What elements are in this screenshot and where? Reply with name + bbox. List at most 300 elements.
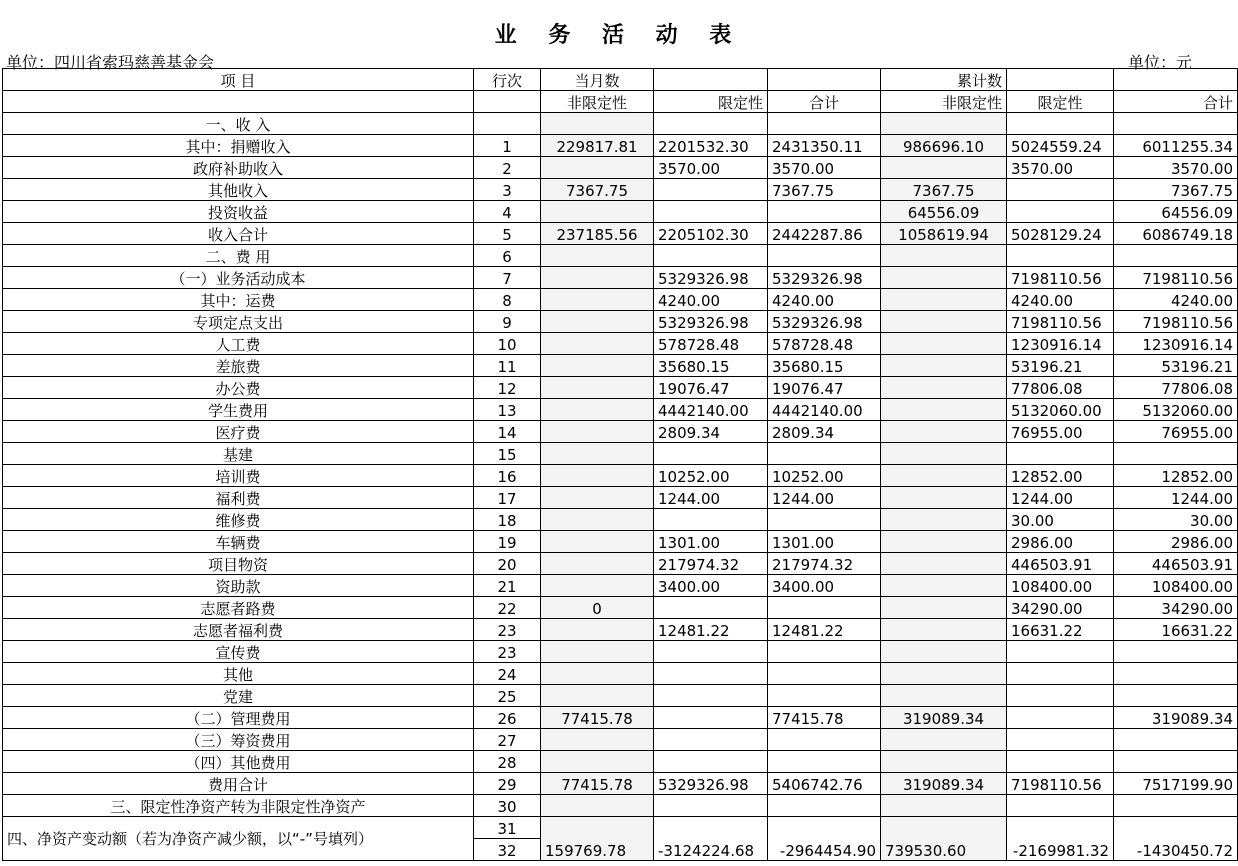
cell-item[interactable]: 资助款: [3, 575, 474, 597]
cell-cum-unrestricted[interactable]: [881, 355, 1007, 377]
cell-cum-total[interactable]: [1114, 113, 1238, 135]
cell-month-restricted[interactable]: 3570.00: [654, 157, 768, 179]
cell-row-no[interactable]: 32: [474, 839, 541, 861]
cell-cum-restricted[interactable]: 12852.00: [1007, 465, 1114, 487]
header-monthly[interactable]: 当月数: [541, 69, 654, 91]
cell-month-restricted[interactable]: [654, 179, 768, 201]
cell-item[interactable]: 四、净资产变动额（若为净资产减少额，以“-”号填列）: [3, 817, 474, 861]
cell-cum-unrestricted[interactable]: [881, 377, 1007, 399]
cell-cum-total[interactable]: 446503.91: [1114, 553, 1238, 575]
cell-cum-unrestricted[interactable]: [881, 597, 1007, 619]
cell-item[interactable]: （三）筹资费用: [3, 729, 474, 751]
cell-month-total[interactable]: 2431350.11: [768, 135, 881, 157]
cell-row-no[interactable]: 11: [474, 355, 541, 377]
cell-cum-restricted[interactable]: [1007, 113, 1114, 135]
cell-cum-total[interactable]: [1114, 443, 1238, 465]
cell-row-no[interactable]: 2: [474, 157, 541, 179]
cell-month-restricted[interactable]: 3400.00: [654, 575, 768, 597]
cell-cum-restricted[interactable]: 53196.21: [1007, 355, 1114, 377]
cell-month-total[interactable]: [768, 795, 881, 817]
table-row: [3, 267, 1238, 289]
cell-cum-total[interactable]: [1114, 685, 1238, 707]
cell-month-restricted[interactable]: 4240.00: [654, 289, 768, 311]
cell-cum-restricted[interactable]: 108400.00: [1007, 575, 1114, 597]
cell-month-unrestricted[interactable]: [541, 641, 654, 663]
cell-cum-unrestricted[interactable]: [881, 751, 1007, 773]
cell-month-unrestricted[interactable]: 77415.78: [541, 773, 654, 795]
cell-month-total[interactable]: 3400.00: [768, 575, 881, 597]
cell-cum-unrestricted[interactable]: [881, 113, 1007, 135]
cell-cum-total[interactable]: 108400.00: [1114, 575, 1238, 597]
cell-month-restricted[interactable]: 5329326.98: [654, 267, 768, 289]
cell-cum-unrestricted[interactable]: [881, 575, 1007, 597]
cell-item[interactable]: 费用合计: [3, 773, 474, 795]
cell-item[interactable]: （四）其他费用: [3, 751, 474, 773]
cell-item[interactable]: 培训费: [3, 465, 474, 487]
table-row: [3, 773, 1238, 795]
organization-unit[interactable]: 单位：四川省索玛慈善基金会: [6, 53, 215, 72]
cell-month-restricted[interactable]: 2809.34: [654, 421, 768, 443]
cell-month-total[interactable]: [768, 641, 881, 663]
cell-month-total[interactable]: 1244.00: [768, 487, 881, 509]
table-row: [3, 223, 1238, 245]
cell-item[interactable]: 其他: [3, 663, 474, 685]
header-cumulative-total[interactable]: 合计: [1114, 91, 1238, 113]
cell-month-unrestricted[interactable]: [541, 289, 654, 311]
cell-row-no[interactable]: 21: [474, 575, 541, 597]
cell-row-no[interactable]: 18: [474, 509, 541, 531]
header-empty[interactable]: [768, 69, 881, 91]
cell-item[interactable]: 党建: [3, 685, 474, 707]
cell-cum-unrestricted[interactable]: 1058619.94: [881, 223, 1007, 245]
header-item[interactable]: 项 目: [3, 69, 474, 91]
cell-cum-unrestricted[interactable]: [881, 531, 1007, 553]
cell-month-unrestricted[interactable]: [541, 729, 654, 751]
currency-unit[interactable]: 单位：元: [1128, 53, 1193, 72]
cell-item[interactable]: 车辆费: [3, 531, 474, 553]
cell-item[interactable]: 办公费: [3, 377, 474, 399]
header-empty[interactable]: [1007, 69, 1114, 91]
cell-cum-unrestricted[interactable]: 7367.75: [881, 179, 1007, 201]
cell-month-unrestricted[interactable]: 0: [541, 597, 654, 619]
cell-month-restricted[interactable]: 5329326.98: [654, 311, 768, 333]
cell-cum-total[interactable]: 16631.22: [1114, 619, 1238, 641]
cell-cum-total[interactable]: 319089.34: [1114, 707, 1238, 729]
cell-month-total[interactable]: 2442287.86: [768, 223, 881, 245]
cell-month-restricted[interactable]: 12481.22: [654, 619, 768, 641]
cell-month-total[interactable]: 5329326.98: [768, 311, 881, 333]
cell-month-unrestricted[interactable]: [541, 201, 654, 223]
cell-cum-unrestricted[interactable]: [881, 267, 1007, 289]
cell-month-unrestricted[interactable]: [541, 311, 654, 333]
cell-cum-unrestricted[interactable]: [881, 399, 1007, 421]
cell-cum-unrestricted[interactable]: 319089.34: [881, 707, 1007, 729]
cell-cum-unrestricted[interactable]: [881, 487, 1007, 509]
activity-table: [2, 68, 1238, 861]
cell-month-total[interactable]: 5329326.98: [768, 267, 881, 289]
table-row: [3, 531, 1238, 553]
cell-month-restricted[interactable]: 2205102.30: [654, 223, 768, 245]
cell-month-total[interactable]: 10252.00: [768, 465, 881, 487]
header-empty[interactable]: [474, 91, 541, 113]
cell-month-restricted[interactable]: 217974.32: [654, 553, 768, 575]
cell-cum-unrestricted[interactable]: [881, 729, 1007, 751]
cell-month-total[interactable]: 2809.34: [768, 421, 881, 443]
table-row: [3, 443, 1238, 465]
cell-cum-unrestricted[interactable]: [881, 663, 1007, 685]
cell-month-total[interactable]: 7367.75: [768, 179, 881, 201]
cell-month-total[interactable]: 1301.00: [768, 531, 881, 553]
cell-month-unrestricted[interactable]: [541, 531, 654, 553]
cell-cum-unrestricted[interactable]: [881, 553, 1007, 575]
cell-cum-restricted[interactable]: [1007, 795, 1114, 817]
cell-cum-restricted[interactable]: 7198110.56: [1007, 311, 1114, 333]
cell-item[interactable]: 维修费: [3, 509, 474, 531]
cell-month-restricted[interactable]: 35680.15: [654, 355, 768, 377]
cell-cum-restricted[interactable]: 3570.00: [1007, 157, 1114, 179]
cell-cum-total[interactable]: [1114, 663, 1238, 685]
cell-item[interactable]: 其中：捐赠收入: [3, 135, 474, 157]
cell-row-no[interactable]: 8: [474, 289, 541, 311]
cell-month-unrestricted[interactable]: [541, 685, 654, 707]
cell-month-unrestricted[interactable]: [541, 663, 654, 685]
cell-row-no[interactable]: 28: [474, 751, 541, 773]
cell-cum-total[interactable]: 1244.00: [1114, 487, 1238, 509]
cell-cum-restricted[interactable]: 4240.00: [1007, 289, 1114, 311]
header-cumulative-restricted[interactable]: 限定性: [1007, 91, 1114, 113]
cell-month-unrestricted[interactable]: [541, 399, 654, 421]
cell-row-no[interactable]: 20: [474, 553, 541, 575]
cell-cum-restricted[interactable]: 5028129.24: [1007, 223, 1114, 245]
cell-cum-restricted[interactable]: [1007, 751, 1114, 773]
cell-cum-unrestricted[interactable]: [881, 443, 1007, 465]
cell-month-unrestricted[interactable]: 159769.78: [541, 817, 654, 861]
cell-cum-unrestricted[interactable]: [881, 641, 1007, 663]
cell-cum-restricted[interactable]: 7198110.56: [1007, 267, 1114, 289]
cell-row-no[interactable]: 7: [474, 267, 541, 289]
cell-month-total[interactable]: [768, 597, 881, 619]
cell-row-no[interactable]: 4: [474, 201, 541, 223]
table-row: [3, 465, 1238, 487]
cell-item[interactable]: 政府补助收入: [3, 157, 474, 179]
cell-month-restricted[interactable]: [654, 663, 768, 685]
cell-month-total[interactable]: 12481.22: [768, 619, 881, 641]
cell-cum-restricted[interactable]: 1230916.14: [1007, 333, 1114, 355]
cell-cum-total[interactable]: 77806.08: [1114, 377, 1238, 399]
cell-cum-restricted[interactable]: 76955.00: [1007, 421, 1114, 443]
cell-month-total[interactable]: 77415.78: [768, 707, 881, 729]
cell-month-total[interactable]: -2964454.90: [768, 817, 881, 861]
cell-month-unrestricted[interactable]: [541, 443, 654, 465]
cell-cum-total[interactable]: 7367.75: [1114, 179, 1238, 201]
cell-month-restricted[interactable]: [654, 685, 768, 707]
cell-cum-total[interactable]: [1114, 245, 1238, 267]
cell-cum-total[interactable]: 4240.00: [1114, 289, 1238, 311]
cell-item[interactable]: 人工费: [3, 333, 474, 355]
cell-month-total[interactable]: 5406742.76: [768, 773, 881, 795]
cell-item[interactable]: 其他收入: [3, 179, 474, 201]
cell-month-unrestricted[interactable]: [541, 267, 654, 289]
table-row: [3, 113, 1238, 135]
cell-month-unrestricted[interactable]: [541, 421, 654, 443]
cell-row-no[interactable]: 15: [474, 443, 541, 465]
cell-row-no[interactable]: 6: [474, 245, 541, 267]
cell-month-unrestricted[interactable]: [541, 509, 654, 531]
cell-cum-total[interactable]: 7198110.56: [1114, 267, 1238, 289]
cell-month-total[interactable]: 578728.48: [768, 333, 881, 355]
cell-cum-unrestricted[interactable]: [881, 289, 1007, 311]
cell-cum-unrestricted[interactable]: 64556.09: [881, 201, 1007, 223]
cell-month-restricted[interactable]: 10252.00: [654, 465, 768, 487]
header-cumulative[interactable]: 累计数: [881, 69, 1007, 91]
cell-cum-total[interactable]: 76955.00: [1114, 421, 1238, 443]
cell-item[interactable]: 投资收益: [3, 201, 474, 223]
cell-month-unrestricted[interactable]: [541, 333, 654, 355]
cell-cum-unrestricted[interactable]: [881, 685, 1007, 707]
cell-cum-restricted[interactable]: 1244.00: [1007, 487, 1114, 509]
cell-row-no[interactable]: 16: [474, 465, 541, 487]
cell-month-total[interactable]: 4442140.00: [768, 399, 881, 421]
cell-cum-total[interactable]: [1114, 641, 1238, 663]
cell-item[interactable]: （二）管理费用: [3, 707, 474, 729]
cell-cum-restricted[interactable]: 5132060.00: [1007, 399, 1114, 421]
cell-month-unrestricted[interactable]: [541, 751, 654, 773]
cell-cum-unrestricted[interactable]: [881, 157, 1007, 179]
cell-month-restricted[interactable]: [654, 245, 768, 267]
cell-row-no[interactable]: 23: [474, 619, 541, 641]
cell-cum-unrestricted[interactable]: [881, 245, 1007, 267]
cell-cum-restricted[interactable]: [1007, 707, 1114, 729]
cell-row-no[interactable]: 25: [474, 685, 541, 707]
cell-cum-restricted[interactable]: 7198110.56: [1007, 773, 1114, 795]
cell-cum-restricted[interactable]: [1007, 201, 1114, 223]
cell-item[interactable]: 三、限定性净资产转为非限定性净资产: [3, 795, 474, 817]
cell-row-no[interactable]: 10: [474, 333, 541, 355]
cell-cum-total[interactable]: 6011255.34: [1114, 135, 1238, 157]
cell-cum-unrestricted[interactable]: [881, 311, 1007, 333]
cell-row-no[interactable]: 23: [474, 641, 541, 663]
cell-cum-restricted[interactable]: [1007, 641, 1114, 663]
header-cumulative-unrestricted[interactable]: 非限定性: [881, 91, 1007, 113]
cell-month-restricted[interactable]: [654, 113, 768, 135]
cell-month-total[interactable]: [768, 201, 881, 223]
cell-cum-unrestricted[interactable]: [881, 509, 1007, 531]
cell-row-no[interactable]: 17: [474, 487, 541, 509]
cell-row-no[interactable]: 12: [474, 377, 541, 399]
cell-cum-restricted[interactable]: 446503.91: [1007, 553, 1114, 575]
table-row: [3, 157, 1238, 179]
cell-month-total[interactable]: [768, 729, 881, 751]
cell-month-restricted[interactable]: [654, 509, 768, 531]
cell-item[interactable]: 一、收 入: [3, 113, 474, 135]
cell-month-unrestricted[interactable]: 7367.75: [541, 179, 654, 201]
cell-row-no[interactable]: 9: [474, 311, 541, 333]
cell-month-total[interactable]: 3570.00: [768, 157, 881, 179]
cell-cum-unrestricted[interactable]: 319089.34: [881, 773, 1007, 795]
cell-cum-restricted[interactable]: [1007, 729, 1114, 751]
cell-month-unrestricted[interactable]: [541, 553, 654, 575]
cell-month-unrestricted[interactable]: [541, 113, 654, 135]
cell-row-no[interactable]: 1: [474, 135, 541, 157]
header-row-no[interactable]: 行次: [474, 69, 541, 91]
cell-month-restricted[interactable]: 1301.00: [654, 531, 768, 553]
cell-month-restricted[interactable]: -3124224.68: [654, 817, 768, 861]
cell-item[interactable]: 专项定点支出: [3, 311, 474, 333]
cell-cum-unrestricted[interactable]: 986696.10: [881, 135, 1007, 157]
cell-month-total[interactable]: [768, 443, 881, 465]
table-row: [3, 333, 1238, 355]
cell-month-restricted[interactable]: 4442140.00: [654, 399, 768, 421]
cell-cum-total[interactable]: [1114, 751, 1238, 773]
cell-item[interactable]: 志愿者福利费: [3, 619, 474, 641]
cell-item[interactable]: 志愿者路费: [3, 597, 474, 619]
cell-month-restricted[interactable]: [654, 795, 768, 817]
cell-item[interactable]: 二、费 用: [3, 245, 474, 267]
cell-cum-restricted[interactable]: [1007, 685, 1114, 707]
cell-row-no[interactable]: 29: [474, 773, 541, 795]
cell-month-unrestricted[interactable]: 229817.81: [541, 135, 654, 157]
header-empty[interactable]: [1114, 69, 1238, 91]
header-empty[interactable]: [3, 91, 474, 113]
cell-cum-unrestricted[interactable]: [881, 795, 1007, 817]
cell-cum-total[interactable]: -1430450.72: [1114, 817, 1238, 861]
cell-month-restricted[interactable]: [654, 201, 768, 223]
cell-cum-total[interactable]: 1230916.14: [1114, 333, 1238, 355]
table-row: [3, 421, 1238, 443]
cell-item[interactable]: 项目物资: [3, 553, 474, 575]
cell-month-restricted[interactable]: 1244.00: [654, 487, 768, 509]
cell-month-unrestricted[interactable]: [541, 575, 654, 597]
cell-cum-restricted[interactable]: 16631.22: [1007, 619, 1114, 641]
cell-month-restricted[interactable]: [654, 597, 768, 619]
cell-cum-restricted[interactable]: 5024559.24: [1007, 135, 1114, 157]
cell-cum-total[interactable]: 12852.00: [1114, 465, 1238, 487]
cell-cum-total[interactable]: 3570.00: [1114, 157, 1238, 179]
cell-item[interactable]: 其中：运费: [3, 289, 474, 311]
cell-item[interactable]: （一）业务活动成本: [3, 267, 474, 289]
cell-cum-unrestricted[interactable]: 739530.60: [881, 817, 1007, 861]
cell-cum-restricted[interactable]: -2169981.32: [1007, 817, 1114, 861]
cell-cum-total[interactable]: 34290.00: [1114, 597, 1238, 619]
cell-month-unrestricted[interactable]: [541, 487, 654, 509]
cell-item[interactable]: 福利费: [3, 487, 474, 509]
cell-cum-unrestricted[interactable]: [881, 619, 1007, 641]
cell-month-unrestricted[interactable]: [541, 355, 654, 377]
cell-month-unrestricted[interactable]: 237185.56: [541, 223, 654, 245]
cell-month-restricted[interactable]: 5329326.98: [654, 773, 768, 795]
cell-cum-restricted[interactable]: 34290.00: [1007, 597, 1114, 619]
cell-cum-total[interactable]: 6086749.18: [1114, 223, 1238, 245]
cell-cum-restricted[interactable]: [1007, 245, 1114, 267]
cell-month-total[interactable]: 4240.00: [768, 289, 881, 311]
cell-cum-unrestricted[interactable]: [881, 333, 1007, 355]
cell-month-restricted[interactable]: 578728.48: [654, 333, 768, 355]
table-row: [3, 619, 1238, 641]
cell-month-total[interactable]: [768, 663, 881, 685]
table-row: [3, 289, 1238, 311]
cell-item[interactable]: 医疗费: [3, 421, 474, 443]
cell-month-total[interactable]: 19076.47: [768, 377, 881, 399]
header-monthly-unrestricted[interactable]: 非限定性: [541, 91, 654, 113]
cell-month-total[interactable]: [768, 245, 881, 267]
cell-row-no[interactable]: 5: [474, 223, 541, 245]
cell-month-restricted[interactable]: 2201532.30: [654, 135, 768, 157]
cell-cum-total[interactable]: 64556.09: [1114, 201, 1238, 223]
cell-item[interactable]: 差旅费: [3, 355, 474, 377]
cell-month-total[interactable]: 217974.32: [768, 553, 881, 575]
cell-cum-total[interactable]: 7198110.56: [1114, 311, 1238, 333]
cell-row-no[interactable]: 19: [474, 531, 541, 553]
cell-month-restricted[interactable]: [654, 729, 768, 751]
table-row: [3, 795, 1238, 817]
cell-month-restricted[interactable]: [654, 707, 768, 729]
cell-month-total[interactable]: [768, 751, 881, 773]
cell-month-restricted[interactable]: 19076.47: [654, 377, 768, 399]
cell-cum-restricted[interactable]: 30.00: [1007, 509, 1114, 531]
cell-month-total[interactable]: [768, 509, 881, 531]
cell-cum-total[interactable]: 53196.21: [1114, 355, 1238, 377]
cell-cum-total[interactable]: 7517199.90: [1114, 773, 1238, 795]
cell-item[interactable]: 宣传费: [3, 641, 474, 663]
cell-cum-restricted[interactable]: 2986.00: [1007, 531, 1114, 553]
cell-month-unrestricted[interactable]: 77415.78: [541, 707, 654, 729]
cell-row-no[interactable]: 26: [474, 707, 541, 729]
header-empty[interactable]: [654, 69, 768, 91]
table-row: [3, 355, 1238, 377]
cell-cum-total[interactable]: [1114, 795, 1238, 817]
cell-row-no[interactable]: 3: [474, 179, 541, 201]
cell-cum-restricted[interactable]: [1007, 663, 1114, 685]
cell-row-no[interactable]: 14: [474, 421, 541, 443]
cell-cum-restricted[interactable]: [1007, 443, 1114, 465]
cell-cum-total[interactable]: 2986.00: [1114, 531, 1238, 553]
cell-row-no[interactable]: 22: [474, 597, 541, 619]
table-row: [3, 729, 1238, 751]
cell-row-no[interactable]: 24: [474, 663, 541, 685]
cell-month-unrestricted[interactable]: [541, 795, 654, 817]
cell-item[interactable]: 收入合计: [3, 223, 474, 245]
table-row: [3, 399, 1238, 421]
cell-row-no[interactable]: 13: [474, 399, 541, 421]
cell-row-no[interactable]: [474, 113, 541, 135]
cell-month-restricted[interactable]: [654, 751, 768, 773]
cell-month-unrestricted[interactable]: [541, 157, 654, 179]
cell-month-restricted[interactable]: [654, 641, 768, 663]
cell-cum-unrestricted[interactable]: [881, 465, 1007, 487]
cell-row-no[interactable]: 31: [474, 817, 541, 839]
cell-cum-total[interactable]: [1114, 729, 1238, 751]
cell-cum-restricted[interactable]: 77806.08: [1007, 377, 1114, 399]
cell-row-no[interactable]: 27: [474, 729, 541, 751]
cell-month-total[interactable]: 35680.15: [768, 355, 881, 377]
cell-month-unrestricted[interactable]: [541, 619, 654, 641]
cell-cum-total[interactable]: 5132060.00: [1114, 399, 1238, 421]
cell-item[interactable]: 学生费用: [3, 399, 474, 421]
cell-month-restricted[interactable]: [654, 443, 768, 465]
cell-cum-unrestricted[interactable]: [881, 421, 1007, 443]
cell-month-unrestricted[interactable]: [541, 245, 654, 267]
cell-row-no[interactable]: 30: [474, 795, 541, 817]
cell-item[interactable]: 基建: [3, 443, 474, 465]
header-monthly-restricted[interactable]: 限定性: [654, 91, 768, 113]
cell-month-total[interactable]: [768, 113, 881, 135]
cell-month-total[interactable]: [768, 685, 881, 707]
cell-cum-total[interactable]: 30.00: [1114, 509, 1238, 531]
cell-month-unrestricted[interactable]: [541, 465, 654, 487]
header-monthly-total[interactable]: 合计: [768, 91, 881, 113]
cell-cum-restricted[interactable]: [1007, 179, 1114, 201]
cell-month-unrestricted[interactable]: [541, 377, 654, 399]
